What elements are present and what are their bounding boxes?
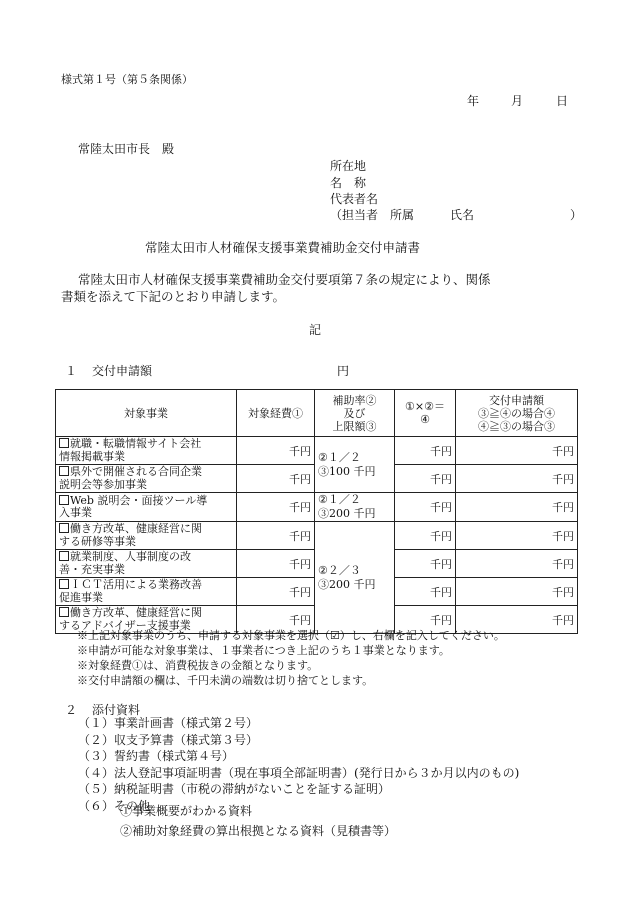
cap-value: ③200 千円 <box>318 577 376 591</box>
project-cell <box>56 550 237 578</box>
project-name-line-1: Web 説明会・面接ツール導 <box>70 493 208 507</box>
calc-cell[interactable]: 千円 <box>395 606 456 634</box>
project-checkbox[interactable] <box>59 438 69 448</box>
cap-value: ③200 千円 <box>318 507 376 520</box>
project-name-line-1: 就業制度、人事制度の改 <box>70 550 191 563</box>
header-calc-line-2: ④ <box>420 413 430 426</box>
header-calc <box>395 390 456 437</box>
representative-label: 代表者名 <box>330 192 379 206</box>
cost-cell[interactable]: 千円 <box>237 437 315 465</box>
rate-cell <box>315 493 395 522</box>
project-checkbox[interactable] <box>59 551 69 561</box>
cost-cell[interactable]: 千円 <box>237 550 315 578</box>
section-1-unit: 円 <box>337 364 350 378</box>
apply-cell[interactable]: 千円 <box>456 578 578 606</box>
header-rate-line-2: 及び <box>343 406 366 420</box>
apply-cell[interactable]: 千円 <box>456 550 578 578</box>
apply-cell[interactable]: 千円 <box>456 437 578 465</box>
attachment-item-4: （４）法人登記事項証明書（現在事項全部証明書）(発行日から３か月以内のもの) <box>78 765 520 780</box>
project-name-line-1: 働き方改革、健康経営に関 <box>70 606 202 619</box>
header-apply-line-2: ③≧④の場合④ <box>478 406 555 420</box>
project-checkbox[interactable] <box>59 466 69 476</box>
header-calc-line-1: ①×②＝ <box>405 400 445 413</box>
project-checkbox[interactable] <box>59 523 69 533</box>
document-title: 常陸太田市人材確保支援事業費補助金交付申請書 <box>145 240 421 255</box>
project-name-line-2: 入事業 <box>59 506 92 519</box>
header-apply-line-3: ④≧③の場合③ <box>478 419 555 433</box>
notes <box>77 628 505 688</box>
section-2-number: ２ <box>65 703 78 717</box>
form-number: 様式第１号（第５条関係） <box>61 73 193 86</box>
date-month: 月 <box>511 94 524 108</box>
attachment-item-5: （５）納税証明書（市税の滞納がないことを証する証明） <box>78 782 391 796</box>
note-4: ※交付申請額の欄は、千円未満の端数は切り捨てとします。 <box>77 674 374 687</box>
attachment-sub-list <box>120 801 396 841</box>
grant-table <box>55 389 578 634</box>
project-cell <box>56 493 237 522</box>
date-day: 日 <box>556 94 569 108</box>
calc-cell[interactable]: 千円 <box>395 465 456 493</box>
header-cost: 対象経費① <box>237 390 315 437</box>
header-project: 対象事業 <box>56 390 237 437</box>
apply-cell[interactable]: 千円 <box>456 465 578 493</box>
contact-label: （担当者 所属 氏名 ） <box>330 208 583 222</box>
attachment-list <box>78 715 519 814</box>
project-cell <box>56 578 237 606</box>
calc-cell[interactable]: 千円 <box>395 578 456 606</box>
body-line-1: 常陸太田市人材確保支援事業費補助金交付要項第７条の規定により、関係 <box>78 272 491 287</box>
rate-cell <box>315 522 395 634</box>
apply-cell[interactable]: 千円 <box>456 493 578 522</box>
section-1-number: １ <box>65 364 78 378</box>
calc-cell[interactable]: 千円 <box>395 550 456 578</box>
addressee: 常陸太田市長 殿 <box>78 142 175 156</box>
header-rate-line-1: 補助率② <box>332 393 377 407</box>
cost-cell[interactable]: 千円 <box>237 465 315 493</box>
address-label: 所在地 <box>330 159 367 173</box>
project-name-line-2: 情報掲載事業 <box>59 449 125 463</box>
project-name-line-1: 就職・転職情報サイト会社 <box>70 437 202 450</box>
body-line-2: 書類を添えて下記のとおり申請します。 <box>61 289 286 304</box>
header-rate-line-3: 上限額③ <box>332 419 377 433</box>
project-name-line-2: 善・充実事業 <box>59 562 125 576</box>
attachment-item-2: （２）収支予算書（様式第３号） <box>78 732 259 747</box>
calc-cell[interactable]: 千円 <box>395 522 456 550</box>
project-name-line-1: 働き方改革、健康経営に関 <box>70 522 202 535</box>
project-checkbox[interactable] <box>59 607 69 617</box>
rate-cell <box>315 437 395 493</box>
header-apply-line-1: 交付申請額 <box>489 393 544 407</box>
attachment-sub-item-1: ①事業概要がわかる資料 <box>120 804 253 818</box>
section-2-label: 添付資料 <box>92 703 141 717</box>
project-cell <box>56 437 237 465</box>
cost-cell[interactable]: 千円 <box>237 522 315 550</box>
attachment-sub-item-2: ②補助対象経費の算出根拠となる資料（見積書等） <box>120 824 397 838</box>
apply-cell[interactable]: 千円 <box>456 522 578 550</box>
calc-cell[interactable]: 千円 <box>395 437 456 465</box>
project-name-line-2: する研修等事業 <box>59 534 136 548</box>
project-checkbox[interactable] <box>59 579 69 589</box>
project-name-line-2: 説明会等参加事業 <box>59 477 147 491</box>
header-rate <box>315 390 395 437</box>
project-name-line-2: するアドバイザー支援事業 <box>59 618 191 632</box>
ki-marker: 記 <box>309 323 322 337</box>
table-row <box>56 522 578 550</box>
apply-cell[interactable]: 千円 <box>456 606 578 634</box>
calc-cell[interactable]: 千円 <box>395 493 456 522</box>
name-label: 名 称 <box>330 176 367 190</box>
rate-value: ②２／３ <box>318 563 361 577</box>
table-row <box>56 493 578 522</box>
project-name-line-1: ＩＣＴ活用による業務改善 <box>70 578 202 591</box>
rate-value: ②１／２ <box>318 493 361 506</box>
header-apply <box>456 390 578 437</box>
project-name-line-2: 促進事業 <box>59 590 103 604</box>
note-2: ※申請が可能な対象事業は、１事業者につき上記のうち１事業となります。 <box>77 644 450 657</box>
rate-value: ②１／２ <box>318 450 361 464</box>
attachment-item-1: （１）事業計画書（様式第２号） <box>78 716 259 730</box>
cost-cell[interactable]: 千円 <box>237 606 315 634</box>
cost-cell[interactable]: 千円 <box>237 493 315 522</box>
table-header-row <box>56 390 578 437</box>
project-cell <box>56 465 237 493</box>
table-row <box>56 437 578 465</box>
attachment-item-3: （３）誓約書（様式第４号） <box>78 749 235 763</box>
cap-value: ③100 千円 <box>318 464 376 478</box>
section-1-label: 交付申請額 <box>92 364 153 378</box>
date-year: 年 <box>467 94 480 108</box>
project-checkbox[interactable] <box>59 495 69 505</box>
cost-cell[interactable]: 千円 <box>237 578 315 606</box>
note-3: ※対象経費①は、消費税抜きの金額となります。 <box>77 659 319 672</box>
attachment-item-6: （６）その他 <box>78 798 151 813</box>
project-name-line-1: 県外で開催される合同企業 <box>70 465 202 478</box>
project-cell <box>56 522 237 550</box>
note-1: ※上記対象事業のうち、申請する対象事業を選択（☑）し、右欄を記入してください。 <box>77 629 505 642</box>
